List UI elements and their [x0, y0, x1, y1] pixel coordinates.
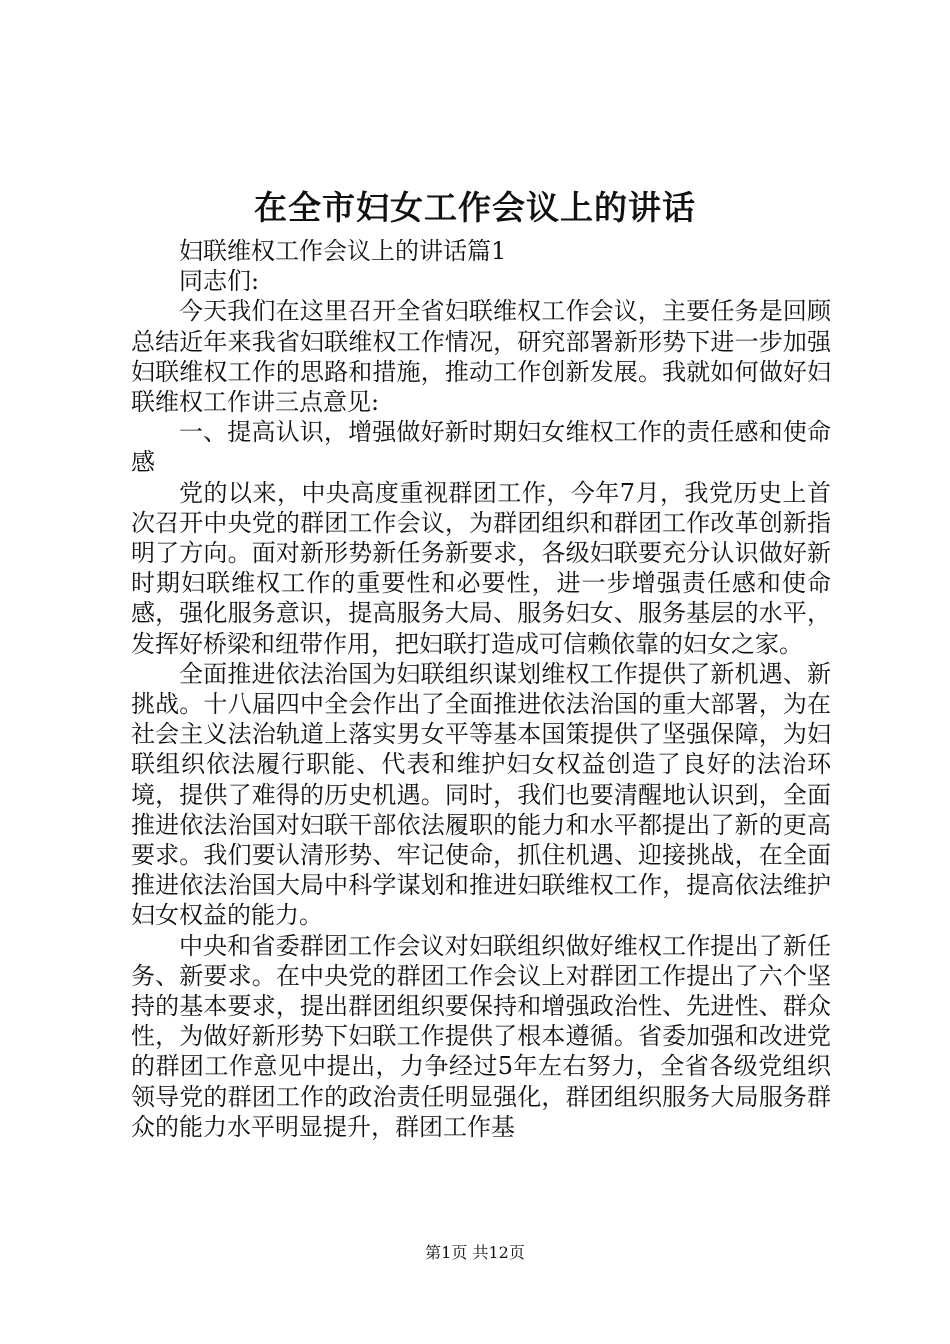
page-prefix: 第 — [425, 1243, 442, 1262]
salutation: 同志们: — [179, 267, 260, 296]
total-pages: 12 — [488, 1243, 509, 1262]
page-suffix: 页 — [508, 1243, 525, 1262]
page-footer — [0, 1242, 950, 1264]
section-heading: 一、提高认识，增强做好新时期妇女维权工作的责任感和使命感 — [131, 418, 831, 477]
paragraph: 中央和省委群团工作会议对妇联组织做好维权工作提出了新任务、新要求。在中央党的群团工作会议上对群团工作提出了六个坚持的基本要求，提出群团组织要保持和增强政治性、先进性、群众性，为做好新形势下妇联工作提供了根本遵循。省委加强和改进党的群团工作意见中提出，力争经过5年左右努力，全省各级党组织领导党的群团工作的政治责任明显强化，群团组织服务大局服务群众的能力水平明显提升，群团工作基 — [131, 931, 831, 1141]
paragraph: 党的以来，中央高度重视群团工作，今年7月，我党历史上首次召开中央党的群团工作会议，为群团组织和群团工作改革创新指明了方向。面对新形势新任务新要求，各级妇联要充分认识做好新时期妇联维权工作的重要性和必要性，进一步增强责任感和使命感，强化服务意识，提高服务大局、服务妇女、服务基层的水平，发挥好桥梁和纽带作用，把妇联打造成可信赖依靠的妇女之家。 — [131, 478, 831, 658]
document-title: 在全市妇女工作会议上的讲话 — [254, 188, 696, 227]
paragraph: 今天我们在这里召开全省妇联维权工作会议，主要任务是回顾总结近年来我省妇联维权工作情况，研究部署新形势下进一步加强妇联维权工作的思路和措施，推动工作创新发展。我就如何做好妇联维权工作讲三点意见: — [131, 297, 831, 417]
page-mid: 页 共 — [451, 1243, 489, 1262]
document-body — [131, 236, 831, 1142]
page-number: 1 — [441, 1243, 452, 1262]
paragraph: 全面推进依法治国为妇联组织谋划维权工作提供了新机遇、新挑战。十八届四中全会作出了全面推进依法治国的重大部署，为在社会主义法治轨道上落实男女平等基本国策提供了坚强保障，为妇联组织依法履行职能、代表和维护妇女权益创造了良好的法治环境，提供了难得的历史机遇。同时，我们也要清醒地认识到，全面推进依法治国对妇联干部依法履职的能力和水平都提出了新的更高要求。我们要认清形势、牢记使命，抓住机遇、迎接挑战，在全面推进依法治国大局中科学谋划和推进妇联维权工作，提高依法维护妇女权益的能力。 — [131, 659, 831, 930]
section-subtitle: 妇联维权工作会议上的讲话篇1 — [179, 237, 507, 265]
